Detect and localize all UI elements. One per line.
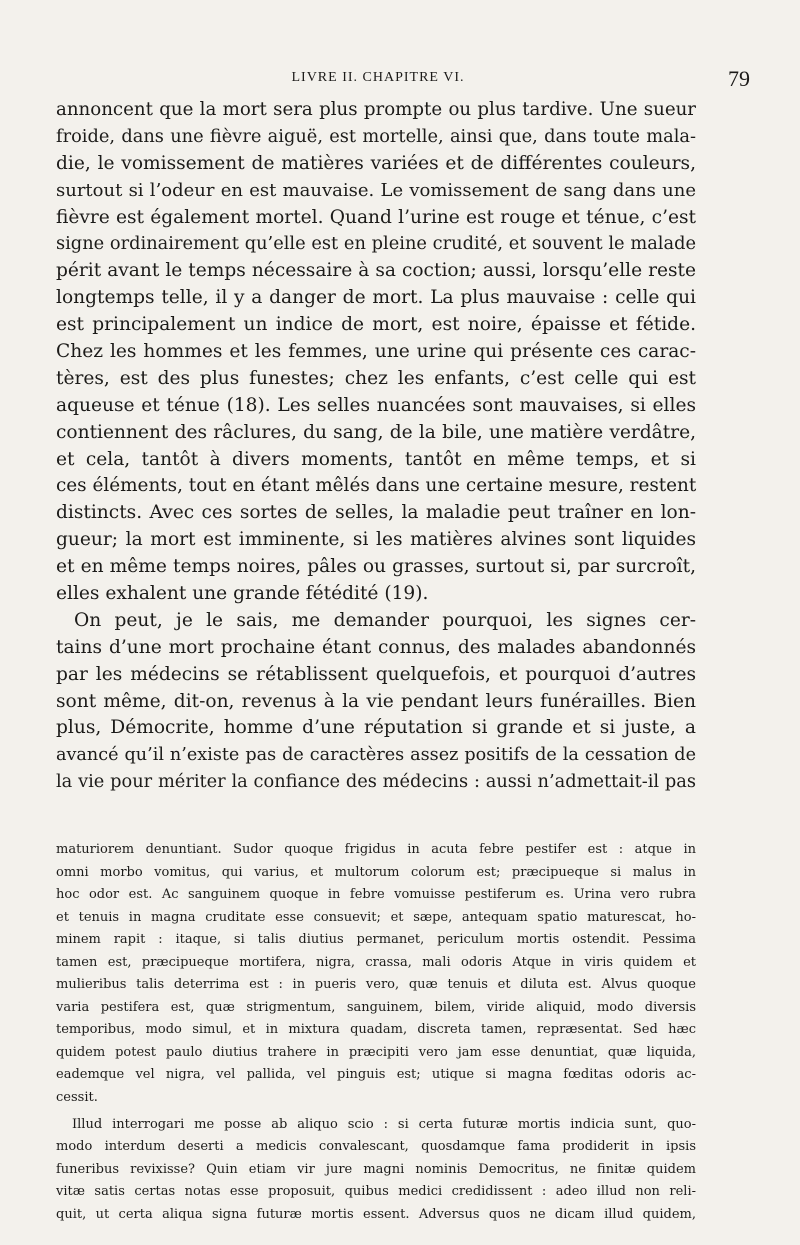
text-line: tères, est des plus funestes; chez les enfants, c’est celle qui est [56,367,696,389]
running-title: LIVRE II. CHAPITRE VI. [291,70,465,85]
latin-notes [56,839,696,1226]
text-line: aqueuse et ténue (18). Les selles nuancées sont mauvaises, si elles [56,394,696,416]
text-line: plus, Démocrite, homme d’une réputation si grande et si juste, a [56,717,696,739]
note-line: et tenuis in magna cruditate esse consuevit; et sæpe, antequam spatio maturescat, ho- [56,909,696,925]
note-line: cessit. [56,1090,98,1106]
note-line: eademque vel nigra, vel pallida, vel pinguis est; utique si magna fœditas odoris ac- [56,1067,696,1083]
text-line: est principalement un indice de mort, est noire, épaisse et fétide. [56,314,696,336]
text-line: tains d’une mort prochaine étant connus, des malades abandonnés [56,636,696,658]
text-line: signe ordinairement qu’elle est en pleine crudité, et souvent le malade [56,233,696,255]
note-line: varia pestifera est, quæ strigmentum, sanguinem, bilem, viride aliquid, modo diversis [56,999,696,1015]
paragraph-1 [56,97,696,608]
note-line: modo interdum deserti a medicis convalescant, quosdamque fama prodiderit in ipsis [56,1139,696,1155]
text-line: Chez les hommes et les femmes, une urine qui présente ces carac- [56,341,696,363]
text-line: On peut, je le sais, me demander pourquoi, les signes cer- [74,609,696,631]
text-line: elles exhalent une grande fétédité (19). [56,583,429,605]
note-line: quit, ut certa aliqua signa futuræ mortis essent. Adversus quos ne dicam illud quidem, [56,1206,696,1222]
note-line: minem rapit : itaque, si talis diutius permanet, periculum mortis ostendit. Pessima [56,932,696,948]
text-line: contiennent des râclures, du sang, de la bile, une matière verdâtre, [56,421,696,443]
text-line: longtemps telle, il y a danger de mort. La plus mauvaise : celle qui [56,287,696,309]
text-line: ces éléments, tout en étant mêlés dans une certaine mesure, restent [56,475,697,497]
note-line: hoc odor est. Ac sanguinem quoque in febre vomuisse pestiferum es. Urina vero rubra [56,887,696,903]
note-line: temporibus, modo simul, et in mixtura quadam, discreta tamen, repræsentat. Sed hæc [56,1022,696,1038]
note-line: Illud interrogari me posse ab aliquo scio : si certa futuræ mortis indicia sunt, quo- [72,1116,696,1132]
text-line: la vie pour mériter la confiance des médecins : aussi n’admettait-il pas [56,771,696,793]
page-number: 79 [728,66,750,91]
latin-block-2 [56,1114,696,1227]
text-line: avancé qu’il n’existe pas de caractères assez positifs de la cessation de [56,745,696,766]
text-line: et en même temps noires, pâles ou grasses, surtout si, par surcroît, [56,556,696,578]
text-line: die, le vomissement de matières variées et de différentes couleurs, [56,152,696,174]
text-line: gueur; la mort est imminente, si les matières alvines sont liquides [56,529,696,551]
text-line: sont même, dit-on, revenus à la vie pendant leurs funérailles. Bien [56,690,696,712]
text-line: froide, dans une fièvre aiguë, est mortelle, ainsi que, dans toute mala- [56,125,696,147]
text-line: par les médecins se rétablissent quelquefois, et pourquoi d’autres [56,663,696,685]
latin-block-1 [56,839,696,1110]
note-line: omni morbo vomitus, qui varius, et multorum colorum est; præcipueque si malus in [56,864,696,880]
running-head [56,66,750,91]
text-line: surtout si l’odeur en est mauvaise. Le vomissement de sang dans une [56,179,696,201]
paragraph-2 [56,608,696,796]
note-line: vitæ satis certas notas esse proposuit, quibus medici credidissent : adeo illud non reli- [56,1184,696,1200]
text-line: et cela, tantôt à divers moments, tantôt en même temps, et si [56,448,696,470]
text-line: distincts. Avec ces sortes de selles, la maladie peut traîner en lon- [56,502,696,524]
main-text [56,97,696,796]
note-line: funeribus revixisse? Quin etiam vir jure magni nominis Democritus, ne finitæ quidem [56,1161,696,1177]
note-line: tamen est, præcipueque mortifera, nigra, crassa, mali odoris Atque in viris quidem et [56,954,696,970]
note-line: mulieribus talis deterrima est : in pueris vero, quæ tenuis et diluta est. Alvus quoque [56,977,696,993]
note-line: quidem potest paulo diutius trahere in præcipiti vero jam esse denuntiat, quæ liquida, [56,1044,696,1060]
text-line: annoncent que la mort sera plus prompte ou plus tardive. Une sueur [56,99,696,120]
note-line: maturiorem denuntiant. Sudor quoque frigidus in acuta febre pestifer est : atque in [56,842,696,857]
text-line: périt avant le temps nécessaire à sa coction; aussi, lorsqu’elle reste [56,260,696,282]
text-line: fièvre est également mortel. Quand l’urine est rouge et ténue, c’est [56,206,696,228]
